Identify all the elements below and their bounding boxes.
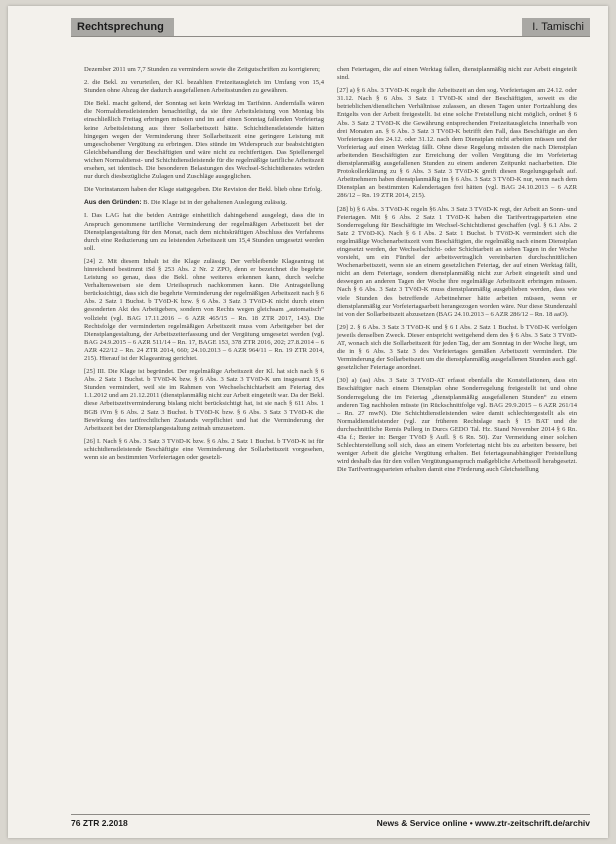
paragraph: [28] b) § 6 Abs. 3 TVöD-K regeln §6 Abs. 3 Satz 3 TVöD-K regt, der Arbeit an Sonn- und Feiertagen. Mit § 6 Abs. 2 Satz 1 TVöD-K haben die Tarifvertragsparteien eine Sonderregelung für Beschäftigte im Wechsel-Schichtdienst geschaffen (vgl. § 6.1 Abs. 2 Satz 2 TVöD-K). Nach § 6 I Abs. 2 Satz 1 Buchst. b TVöD-K vermindert sich die regelmäßige Wochenarbeitszeit vom Beschäftigten, die regelmäßig nach einem Dienstplan eingesetzt werden, der Wechselschicht- oder Schichtarbeit an sieben Tagen in der Woche vorsieht, um ein Fünftel der arbeitsvertraglich vereinbarten durchschnittlichen Wochenarbeitszeit, wenn sie an einem gesetzlichen Feiertag, der auf einen Werktag fällt, nicht an dem Feiertage, sondern dienstplanmäßig nicht zur Arbeit eingeteilt sind und deswegen an anderen Tagen der Woche ihre regelmäßige Arbeitszeit erbringen müssen. Nach § 6 Abs. 3 Satz 3 TVöD-K muss dienstplanmäßig ausgeblieben werden, dass wie viele Stunden des betreffende Arbeitnehmer hätte arbeiten müssen, wenn er dienstplanmäßig zur Vorfeiertagsarbeit herangezogen worden wäre. Nur diese Stundenzahl ist von der Sollarbeitszeit abzusetzen (BAG 24.10.2013 – 6 AZR 286/12 – Rn. 18 aaO). (337, 205, 577, 318)
header-rule (71, 36, 590, 37)
paragraph: 2. die Bekl. zu verurteilen, der Kl. bezahlten Freizeitausgleich im Umfang von 15,4 Stunden ohne Abzug der dadurch ausgefallenen Arbeitsstunden zu gewähren. (84, 79, 324, 95)
page-number: 76 ZTR 2.2018 (71, 818, 128, 828)
page-footer (71, 814, 590, 828)
right-column (337, 66, 577, 475)
document-page (8, 6, 608, 838)
footer-website: News & Service online • www.ztr-zeitschrift.de/archiv (376, 818, 590, 828)
paragraph: chen Feiertagen, die auf einen Werktag fallen, dienstplanmäßig nicht zur Arbeit eingeteilt sind. (337, 66, 577, 82)
paragraph: [25] III. Die Klage ist begründet. Der regelmäßige Arbeitszeit der Kl. hat sich nach § 6 Abs. 2 Satz 1 Buchst. b TVöD-K bzw. § 6 Abs. 3 Satz 3 TVöD-K um insgesamt 15,4 Stunden vermindert, weil sie im Rahmen von Wechselschichtarbeit am Feiertag des 1.1.2012 und am 21.12.2011 (dienstplanmäßig nicht zur Arbeit eingeteilt war. Da der Bekl. diese Arbeitszeitverminderung bislang nicht berücksichtigt hat, ist sie nach § 611 Abs. 1 BGB iVm § 6 Abs. 2 Satz 3 Buchst. b TVöD-K bzw. § 6 Abs. 3 Satz 3 TVöD-K die Bewirkung des tarifrechtlichen Zustands verpflichtet und hat die Verminderung der Arbeitszeit bei der Dienstplangestaltung zeitnah umzusetzen. (84, 368, 325, 432)
paragraph (84, 199, 324, 207)
paragraph: [29] 2. § 6 Abs. 3 Satz 3 TVöD-K und § 6 I Abs. 2 Satz 1 Buchst. b TVöD-K verfolgen jeweils denselben Zweck. Dieser entspricht weitgehend dem des § 6 Abs. 3 Satz 3 TVöD-AT, wonach sich die Sollarbeitszeit für jeden Tag, der am Sonntag in der Woche liegt, um die in § 6 Abs. 3 Satz 3 des Vorfeiertages gemäßen Arbeitszeit vermindert. Die Verminderung der Sollarbeitszeit um die dienstplanmäßig ausgefallenen Stunden auch ggf. gesetzlicher Feiertage anordnet. (337, 323, 577, 372)
section-lead: Aus den Gründen: (84, 199, 142, 207)
left-column (84, 66, 324, 462)
paragraph: [26] I. Nach § 6 Abs. 3 Satz 3 TVöD-K bzw. § 6 Abs. 2 Satz 1 Buchst. b TVöD-K ist für schichtdienstleistende Beschäftigte eine Verminderung der Sollarbeitszeit vorgesehen, wenn sie an bestimmten Vorfeiertagen oder gesetzli- (84, 437, 324, 462)
paragraph: [27] a) § 6 Abs. 3 TVöD-K regelt die Arbeitszeit an den sog. Vorfeiertagen am 24.12. oder 31.12. Nach § 6 Abs. 3 Satz 1 TVöD-K sind der Beschäftigten, soweit es die betrieblichen/dienstlichen Verhältnisse zulassen, an diesen Tagen unter Fortzahlung des Entgelts von der Arbeit freigestellt. Ist eine solche Freistellung nicht möglich, ordnet § 6 Abs. 3 Satz 2 TVöD-K die Gewährung entsprechenden Freizeitausgleichs innerhalb von drei Monaten an. § 6 Abs. 3 Satz 3 TVöD-K betrifft den Fall, dass Beschäftigte an den Vorfeiertagen des 24.12. oder 31.12. nach dem Dienstplan nicht arbeiten müssen und der Vorfeiertag auf einen Werktag fällt. Ohne diese Regelung müssten die nach Dienstplan arbeitenden Beschäftigten zur Erreichung der vollen Vergütung die im Vorfeiertag dienstplanmäßig ausgefallenen Stunden zu einem anderen Zeitpunkt nacharbeiten. Die Protokollerklärung zu § 6 Abs. 3 Satz 3 TVöD-K greift diesen Regelungsgehalt auf. Arbeitnehmern haben dienstplanmäßig im § 6 Abs. 3 Satz 3 TVöD-K nur, wenn nach dem Dienstplan an bestimmten Kalendertagen frei hätten (vgl. BAG 24.10.2013 – 6 AZR 286/12 – Rn. 19 ZTR 2014, 215). (337, 87, 577, 200)
paragraph: [24] 2. Mit diesem Inhalt ist die Klage zulässig. Der verbleibende Klageantrag ist hinreichend bestimmt iSd § 253 Abs. 2 Nr. 2 ZPO, denn er bezeichnet die begehrte Leistung so genau, dass die Bekl. ohne weiteres erkennen kann, durch welche Verhaltensweisen sie dem Urteilsspruch nachkommen kann. Die Antragstellung berücksichtigt, dass sich die begehrte Verminderung der regelmäßigen Arbeitszeit nach § 6 Abs. 2 Satz 1 Buchst. b TVöD-K bzw. § 6 Abs. 3 Satz 3 TVöD-K nicht durch einen gesonderten Akt des Arbeitgebers, sondern von Rechts wegen gleichsam „automatisch“ vollzieht (vgl. BAG 17.11.2016 – 6 AZR 465/15 – Rn. 18 ZTR 2017, 143). Die Rechtsfolge der verminderten regelmäßigen Arbeitszeit muss vom Arbeitgeber bei der Dienstplangestaltung, der Arbeitszeiterfassung und der Vergütung umgesetzt werden (vgl. BAG 24.9.2015 – 6 AZR 511/14 – Rn. 17, BAGE 153, 378 ZTR 2016, 202; 27.8.2014 – 6 AZR 422/12 – Rn. 24 ZTR 2014, 660; 24.10.2013 – 6 AZR 964/11 – Rn. 19 ZTR 2014, 215). Hierauf ist der Klageantrag gerichtet. (84, 257, 324, 362)
paragraph: Die Vorinstanzen haben der Klage stattgegeben. Die Revision der Bekl. blieb ohne Erfolg. (84, 186, 322, 194)
paragraph-text: B. Die Klage ist in der gehaltenen Auslegung zulässig. (143, 199, 288, 207)
paragraph: Dezember 2011 um 7,7 Stunden zu vermindern sowie die Zeitgutschriften zu korrigieren; (84, 66, 320, 73)
paragraph: Die Bekl. macht geltend, der Sonntag sei kein Werktag im Tarifsinn. Andernfalls wären die Normaldienstleistenden benachteiligt, da sie ihre Arbeitsleistung von Montag bis einschließlich Freitag erbringen müssten und im auf einen Sonntag fallenden Vorfeiertag keine Arbeitsleistung aus ihrer Sollarbeitszeit hätte. Schichtdienstleistende hätten hingegen wegen der Verminderung ihrer Sollarbeitszeit eine geringere Leistung mit umgeschobener Vergütung zu erbringen. Dies stünde im Widerspruch zur beabsichtigten Gleichbehandlung der Beschäftigten und wäre nicht zu rechtfertigen. Das Spiellenergel wichen Normaldienst- und Schichtdienstleistende für die regelmäßige tarifliche Arbeitszeit ersehen, sei identisch. Die besonderen Belastungen des Wechsel-Schichtdienstes würden nur durch diesbezügliche Zulagen und Zuschläge ausgeglichen. (84, 100, 324, 181)
paragraph: [30] a) (aa) Abs. 3 Satz 3 TVöD-AT erfasst ebenfalls die Konstellationen, dass ein Beschäftigter nach einem Dienstplan ohne Sonderregelung freigestellt ist und ohne Sonderregelung die im Feiertag „dienstplanmäßig ausgefallenen Stunden“ zu einem anderen Tag nachholen müsste (in Rückschnittfolge vgl. BAG 29.9.2015 – 6 AZR 261/14 – Rn. 27 mwN). Die Schichtdienstleistenden wäre damit schlechtergestellt als ein Normaldienstleistender (vgl. zur früheren Rechtslage nach § 15 BAT und die durchschnittliche Remis Pullerg in Durcs GEDO Tal. Hz. Stand November 2014 § 6 Rn. 43a f.; Breier in: Berger TVöD § Aufl. § 6 Rn. 50). Zur Vermeidung einer solchen Schlechterstellung soll sich, dass an einem Vorfeiertag nicht bis zu arbeiten bessere, bei weniger Arbeit die gleiche Vergütung erhalten. Bei feiertagsunabhängiger Freistellung wird deshalb das für den vollen Vergütungsanspruch maßgebliche Arbeitssoll herabgesetzt. Die Tarifvertragsparteien erhalten damit eine Förderung auch Gleichstellung (337, 377, 578, 474)
author-header: I. Tamischi (522, 18, 590, 36)
section-header: Rechtsprechung (71, 18, 174, 36)
paragraph: I. Das LAG hat die beiden Anträge einheitlich dahingehend ausgelegt, dass die in Anspruch genommene tarifliche Verminderung der regelmäßigen Arbeitszeit bei der Dienstplangestaltung für den Monat, nach dem nichtskräftigen Abschluss des Verfahrens durch eine Reduzierung um zu leistenden Arbeitszeit um 15,4 Stunden umgesetzt werden soll. (84, 212, 324, 252)
